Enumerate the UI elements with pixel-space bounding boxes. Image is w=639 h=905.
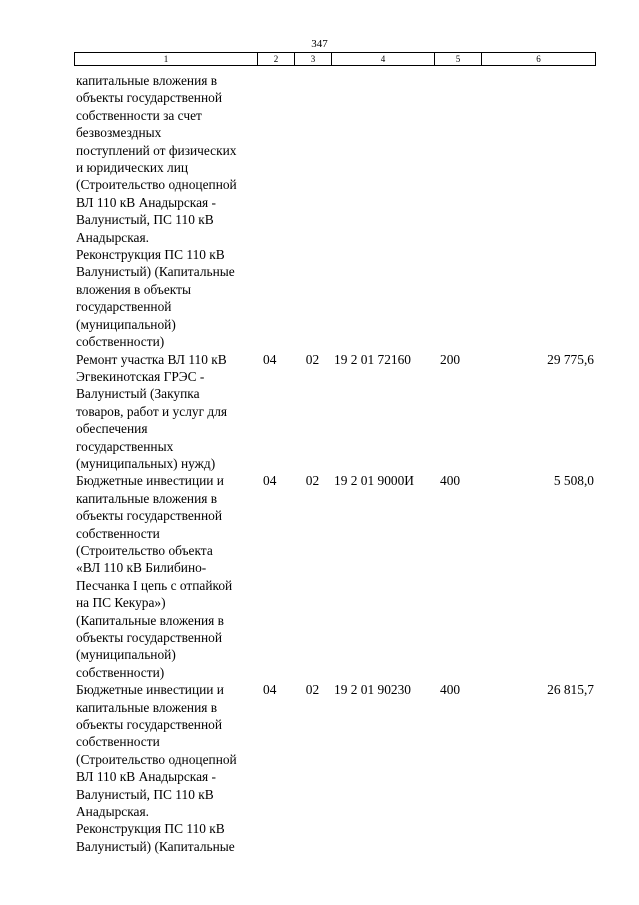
- description-line: ВЛ 110 кВ Анадырская -: [76, 194, 217, 210]
- column-header-2: 2: [258, 53, 295, 66]
- description-line: капитальные вложения в: [76, 490, 218, 506]
- subsection-code: 02: [305, 473, 320, 489]
- expense-type-code: 200: [440, 351, 461, 367]
- column-number-row: [75, 53, 596, 66]
- description-line: (муниципальной): [76, 647, 176, 663]
- description-line: поступлений от физических: [76, 142, 237, 158]
- amount: [481, 72, 595, 351]
- description-line: Анадырская.: [76, 229, 149, 245]
- description-line: Валунистый, ПС 110 кВ: [76, 212, 214, 228]
- description-line: капитальные вложения в: [76, 73, 218, 88]
- expense-type-code: 400: [440, 682, 461, 698]
- description-line: вложения в объекты: [76, 281, 191, 297]
- description-line: и юридических лиц: [76, 160, 189, 176]
- subsection-code: [294, 72, 331, 351]
- table-row: [74, 351, 595, 473]
- column-header-1: 1: [75, 53, 258, 66]
- description-line: (муниципальной): [76, 316, 176, 332]
- description-line: Анадырская.: [76, 804, 149, 820]
- description-line: (муниципальных) нужд): [76, 455, 216, 471]
- target-article-code: 19 2 01 90230: [334, 682, 411, 698]
- description-line: Эгвекинотская ГРЭС -: [76, 368, 205, 384]
- column-header-3: 3: [295, 53, 332, 66]
- description-line: собственности): [76, 334, 165, 350]
- target-article-code: 19 2 01 9000И: [334, 473, 414, 489]
- table-row: [74, 472, 595, 681]
- description-line: Реконструкция ПС 110 кВ: [76, 247, 225, 263]
- budget-table: [74, 72, 595, 855]
- description-line: товаров, работ и услуг для: [76, 403, 228, 419]
- description-line: Валунистый (Закупка: [76, 386, 200, 402]
- description-line: обеспечения: [76, 421, 148, 437]
- description-line: Реконструкция ПС 110 кВ: [76, 821, 225, 837]
- description-line: Бюджетные инвестиции и: [76, 682, 224, 698]
- description-line: объекты государственной: [76, 630, 223, 645]
- description-line: объекты государственной: [76, 90, 223, 106]
- description-line: (Строительство одноцепной: [76, 177, 237, 193]
- description-line: ВЛ 110 кВ Анадырская -: [76, 769, 217, 785]
- expense-type-code: [434, 72, 481, 351]
- description-line: (Строительство одноцепной: [76, 751, 237, 767]
- description-line: собственности: [76, 525, 160, 541]
- description-line: Ремонт участка ВЛ 110 кВ: [76, 351, 227, 367]
- description-line: Валунистый, ПС 110 кВ: [76, 786, 214, 802]
- item-description: [74, 681, 257, 855]
- description-line: безвозмездных: [76, 125, 162, 141]
- target-article-code: [331, 72, 434, 351]
- subsection-code: 02: [305, 351, 320, 367]
- column-header-4: 4: [332, 53, 435, 66]
- subsection-code: 02: [305, 682, 320, 698]
- description-line: капитальные вложения в: [76, 699, 218, 715]
- description-line: Валунистый) (Капитальные: [76, 838, 235, 854]
- description-line: (Капитальные вложения в: [76, 612, 225, 628]
- amount: 5 508,0: [553, 473, 594, 489]
- section-code: [257, 72, 294, 351]
- description-line: объекты государственной: [76, 717, 223, 733]
- description-line: «ВЛ 110 кВ Билибино-: [76, 560, 207, 576]
- target-article-code: 19 2 01 72160: [334, 351, 411, 367]
- item-description: [74, 351, 257, 473]
- table-row: [74, 681, 595, 855]
- amount: 29 775,6: [547, 351, 594, 367]
- amount: 26 815,7: [547, 682, 594, 698]
- description-line: Бюджетные инвестиции и: [76, 473, 224, 489]
- description-line: государственной: [76, 299, 172, 315]
- section-code: 04: [263, 473, 277, 489]
- description-line: объекты государственной: [76, 508, 223, 524]
- section-code: 04: [263, 351, 277, 367]
- description-line: собственности): [76, 664, 165, 680]
- page-number: 347: [311, 38, 328, 50]
- column-header-table: [74, 52, 596, 66]
- description-line: Валунистый) (Капитальные: [76, 264, 235, 280]
- description-line: собственности за счет: [76, 107, 202, 123]
- item-description: [74, 72, 257, 351]
- budget-table-body: [74, 72, 595, 855]
- description-line: на ПС Кекура»): [76, 595, 166, 611]
- description-line: (Строительство объекта: [76, 542, 213, 558]
- description-line: Песчанка I цепь с отпайкой: [76, 577, 233, 593]
- expense-type-code: 400: [440, 473, 461, 489]
- column-header-5: 5: [435, 53, 482, 66]
- column-header-6: 6: [482, 53, 596, 66]
- table-row: [74, 72, 595, 351]
- description-line: собственности: [76, 734, 160, 750]
- item-description: [74, 472, 257, 681]
- section-code: 04: [263, 682, 277, 698]
- description-line: государственных: [76, 438, 174, 454]
